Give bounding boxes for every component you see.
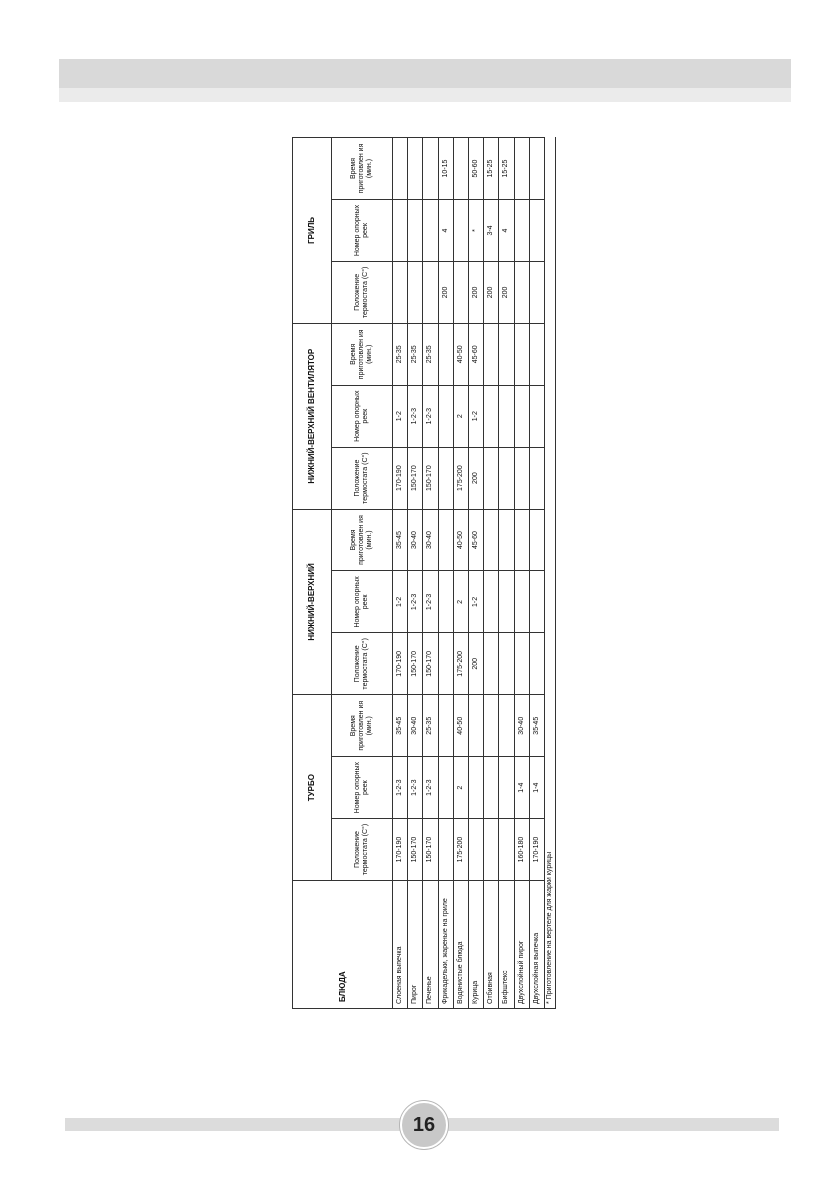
value-cell: [408, 261, 423, 323]
value-cell: [484, 447, 499, 509]
value-cell: 50-60: [468, 138, 483, 200]
value-cell: 175-200: [453, 819, 468, 881]
page-number-badge: 16: [400, 1101, 448, 1149]
dish-column-header: БЛЮДА: [293, 881, 393, 1009]
value-cell: [438, 509, 453, 571]
value-cell: [393, 138, 408, 200]
group-header-bottom-top: НИЖНИЙ-ВЕРХНИЙ: [293, 509, 332, 695]
sub-header-rack: Номер опорных реек: [332, 200, 393, 262]
value-cell: 200: [484, 261, 499, 323]
value-cell: [529, 509, 544, 571]
sub-header-thermostat: Положение термостата (С°): [332, 261, 393, 323]
value-cell: 150-170: [408, 819, 423, 881]
value-cell: [453, 200, 468, 262]
value-cell: 10-15: [438, 138, 453, 200]
value-cell: 200: [499, 261, 514, 323]
value-cell: [499, 819, 514, 881]
value-cell: [529, 633, 544, 695]
value-cell: 1-2-3: [423, 571, 438, 633]
dish-name-cell: Отбивная: [484, 881, 499, 1009]
value-cell: [514, 633, 529, 695]
value-cell: 15-25: [499, 138, 514, 200]
value-cell: 30-40: [408, 509, 423, 571]
value-cell: [499, 447, 514, 509]
value-cell: 1-2-3: [408, 385, 423, 447]
value-cell: [423, 138, 438, 200]
value-cell: 175-200: [453, 447, 468, 509]
sub-header-row: [332, 138, 393, 1009]
value-cell: 1-2: [393, 385, 408, 447]
value-cell: [499, 695, 514, 757]
value-cell: [438, 571, 453, 633]
value-cell: [408, 138, 423, 200]
value-cell: 150-170: [408, 447, 423, 509]
value-cell: 150-170: [408, 633, 423, 695]
value-cell: 35-45: [393, 509, 408, 571]
value-cell: 25-35: [423, 695, 438, 757]
value-cell: 25-35: [393, 323, 408, 385]
value-cell: 15-25: [484, 138, 499, 200]
value-cell: 160-180: [514, 819, 529, 881]
sub-header-thermostat: Положение термостата (С°): [332, 447, 393, 509]
value-cell: [514, 447, 529, 509]
value-cell: 40-50: [453, 695, 468, 757]
sub-header-rack: Номер опорных реек: [332, 385, 393, 447]
table-body: [393, 138, 545, 1009]
group-header-grill: ГРИЛЬ: [293, 138, 332, 324]
value-cell: [423, 200, 438, 262]
value-cell: 30-40: [408, 695, 423, 757]
value-cell: 25-35: [423, 323, 438, 385]
value-cell: [499, 757, 514, 819]
value-cell: 25-35: [408, 323, 423, 385]
table-row: [438, 138, 453, 1009]
value-cell: [499, 571, 514, 633]
dish-name-cell: Двухслойная выпечка: [529, 881, 544, 1009]
value-cell: 170-190: [393, 633, 408, 695]
value-cell: [529, 571, 544, 633]
value-cell: 1-4: [529, 757, 544, 819]
value-cell: 35-45: [393, 695, 408, 757]
value-cell: 2: [453, 571, 468, 633]
value-cell: 40-50: [453, 509, 468, 571]
value-cell: 1-2-3: [408, 757, 423, 819]
value-cell: [468, 757, 483, 819]
group-header-row: [293, 138, 332, 1009]
footnote-row: [544, 138, 555, 1009]
group-header-bottom-top-fan: НИЖНИЙ-ВЕРХНИЙ ВЕНТИЛЯТОР: [293, 323, 332, 509]
value-cell: 1-4: [514, 757, 529, 819]
table-row: [423, 138, 438, 1009]
value-cell: [484, 323, 499, 385]
value-cell: [453, 261, 468, 323]
value-cell: 3-4: [484, 200, 499, 262]
table-row: [529, 138, 544, 1009]
value-cell: [529, 261, 544, 323]
header-band: [59, 59, 791, 88]
value-cell: [393, 200, 408, 262]
sub-header-time: Время приготовлен ия (мин.): [332, 509, 393, 571]
table-row: [484, 138, 499, 1009]
value-cell: 200: [468, 447, 483, 509]
value-cell: [514, 138, 529, 200]
dish-name-cell: Водянистые блюда: [453, 881, 468, 1009]
value-cell: 45-60: [468, 509, 483, 571]
dish-name-cell: Курица: [468, 881, 483, 1009]
value-cell: 30-40: [423, 509, 438, 571]
value-cell: [438, 757, 453, 819]
value-cell: [408, 200, 423, 262]
value-cell: [438, 695, 453, 757]
value-cell: [453, 138, 468, 200]
dish-name-cell: Двухслойный пирог: [514, 881, 529, 1009]
table-row: [514, 138, 529, 1009]
value-cell: [438, 633, 453, 695]
value-cell: [484, 571, 499, 633]
value-cell: 45-60: [468, 323, 483, 385]
value-cell: [499, 509, 514, 571]
value-cell: 170-190: [529, 819, 544, 881]
table-row: [453, 138, 468, 1009]
value-cell: [529, 323, 544, 385]
value-cell: [514, 261, 529, 323]
value-cell: [484, 695, 499, 757]
table-row: [393, 138, 408, 1009]
value-cell: [514, 200, 529, 262]
value-cell: 1-2: [468, 571, 483, 633]
footnote: * Приготовление на вертеле для жарки курицы: [544, 138, 555, 1009]
value-cell: [499, 385, 514, 447]
sub-header-time: Время приготовлен ия (мин.): [332, 138, 393, 200]
sub-header-rack: Номер опорных реек: [332, 757, 393, 819]
sub-header-thermostat: Положение термостата (С°): [332, 819, 393, 881]
value-cell: 1-2-3: [423, 757, 438, 819]
value-cell: 200: [468, 633, 483, 695]
value-cell: [468, 819, 483, 881]
value-cell: 200: [468, 261, 483, 323]
value-cell: [423, 261, 438, 323]
value-cell: 1-2: [468, 385, 483, 447]
dish-name-cell: Фрикадельки, жареные на гриле: [438, 881, 453, 1009]
sub-header-time: Время приготовлен ия (мин.): [332, 695, 393, 757]
dish-name-cell: Слоеная выпечка: [393, 881, 408, 1009]
dish-name-cell: Бифштекс: [499, 881, 514, 1009]
value-cell: [484, 819, 499, 881]
value-cell: [514, 571, 529, 633]
value-cell: [438, 323, 453, 385]
value-cell: 150-170: [423, 819, 438, 881]
value-cell: [468, 695, 483, 757]
value-cell: 200: [438, 261, 453, 323]
cooking-table-rotated: [292, 137, 556, 1009]
dish-name-cell: Пирог: [408, 881, 423, 1009]
value-cell: 4: [499, 200, 514, 262]
value-cell: [499, 633, 514, 695]
value-cell: 1-2-3: [393, 757, 408, 819]
value-cell: [484, 385, 499, 447]
value-cell: [514, 509, 529, 571]
value-cell: 1-2-3: [423, 385, 438, 447]
value-cell: 170-190: [393, 819, 408, 881]
value-cell: 35-45: [529, 695, 544, 757]
value-cell: [529, 200, 544, 262]
value-cell: [484, 509, 499, 571]
value-cell: 40-50: [453, 323, 468, 385]
dish-name-cell: Печенье: [423, 881, 438, 1009]
value-cell: [514, 323, 529, 385]
value-cell: [438, 447, 453, 509]
cooking-table: [292, 137, 556, 1009]
sub-header-time: Время приготовлен ия (мин.): [332, 323, 393, 385]
value-cell: [529, 447, 544, 509]
value-cell: 2: [453, 385, 468, 447]
value-cell: [484, 633, 499, 695]
sub-header-rack: Номер опорных реек: [332, 571, 393, 633]
value-cell: *: [468, 200, 483, 262]
sub-header-thermostat: Положение термостата (С°): [332, 633, 393, 695]
value-cell: [484, 757, 499, 819]
value-cell: 30-40: [514, 695, 529, 757]
value-cell: [438, 819, 453, 881]
value-cell: 170-190: [393, 447, 408, 509]
value-cell: 1-2-3: [408, 571, 423, 633]
rotated-table-container: [292, 137, 556, 1009]
value-cell: 1-2: [393, 571, 408, 633]
table-row: [468, 138, 483, 1009]
value-cell: [529, 385, 544, 447]
header-strip: [59, 88, 791, 102]
value-cell: [529, 138, 544, 200]
value-cell: 150-170: [423, 447, 438, 509]
value-cell: 2: [453, 757, 468, 819]
group-header-turbo: ТУРБО: [293, 695, 332, 881]
value-cell: [514, 385, 529, 447]
table-row: [499, 138, 514, 1009]
value-cell: [393, 261, 408, 323]
value-cell: 175-200: [453, 633, 468, 695]
table-row: [408, 138, 423, 1009]
value-cell: 4: [438, 200, 453, 262]
value-cell: [438, 385, 453, 447]
value-cell: [499, 323, 514, 385]
value-cell: 150-170: [423, 633, 438, 695]
